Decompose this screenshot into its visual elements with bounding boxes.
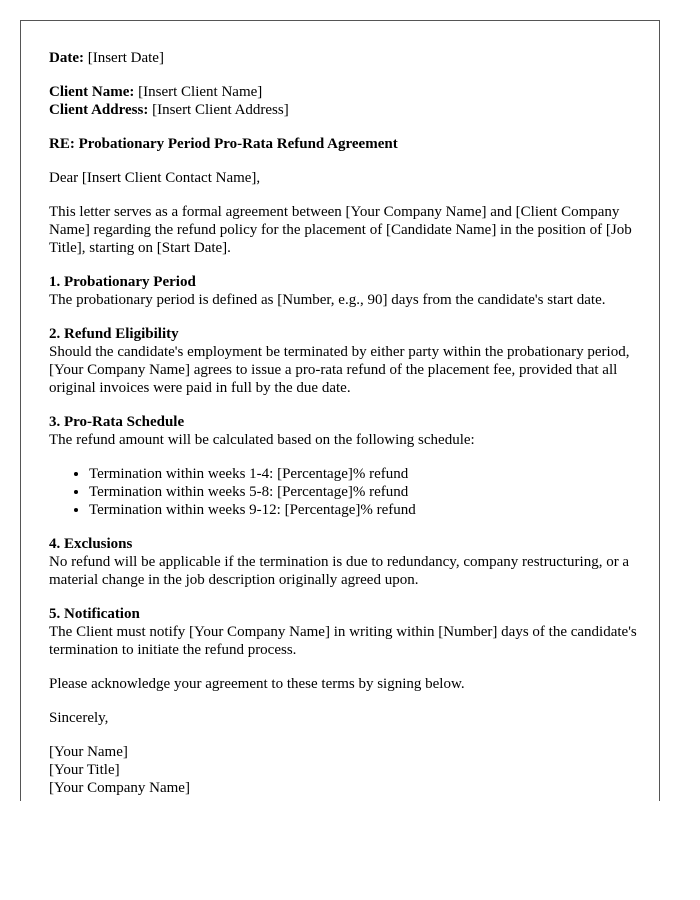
date-value: [Insert Date] [87, 50, 164, 66]
letter-body [49, 49, 639, 797]
refund-schedule-list [49, 465, 639, 519]
section-text: The probationary period is defined as [Number, e.g., 90] days from the candidate's start date. [49, 292, 606, 308]
section-exclusions [49, 535, 639, 589]
date-line [49, 49, 639, 67]
section-heading: 5. Notification [49, 606, 140, 622]
salutation: Dear [Insert Client Contact Name], [49, 170, 261, 186]
signature-company: [Your Company Name] [49, 780, 190, 796]
section-text: The Client must notify [Your Company Name] in writing within [Number] days of the candidate's termination to initiate the refund process. [49, 624, 637, 658]
section-probationary-period [49, 273, 639, 309]
section-text: The refund amount will be calculated based on the following schedule: [49, 432, 475, 448]
list-item: • Termination within weeks 1-4: [Percentage]% refund [89, 465, 639, 483]
client-name-label: Client Name: [49, 84, 135, 100]
section-text: No refund will be applicable if the termination is due to redundancy, company restructuring, or a material change in the job description originally agreed upon. [49, 554, 630, 588]
acknowledge-paragraph: Please acknowledge your agreement to these terms by signing below. [49, 676, 465, 692]
list-item: • Termination within weeks 9-12: [Percentage]% refund [89, 501, 639, 519]
signature-block [49, 743, 639, 797]
section-heading: 1. Probationary Period [49, 274, 196, 290]
client-name-value: [Insert Client Name] [138, 84, 263, 100]
client-address-label: Client Address: [49, 102, 149, 118]
section-pro-rata-schedule [49, 413, 639, 449]
subject-line: RE: Probationary Period Pro-Rata Refund Agreement [49, 136, 398, 152]
letter-page [20, 20, 660, 801]
section-refund-eligibility [49, 325, 639, 397]
list-item: • Termination within weeks 5-8: [Percentage]% refund [89, 483, 639, 501]
section-heading: 2. Refund Eligibility [49, 326, 179, 342]
intro-paragraph: This letter serves as a formal agreement between [Your Company Name] and [Client Company Name] regarding the refund policy for the placement of [Candidate Name] in the position of [Job Title], starting on [Start Date]. [49, 204, 632, 256]
section-text: Should the candidate's employment be terminated by either party within the probationary period, [Your Company Name] agrees to issue a pro-rata refund of the placement fee, provided that all original invoices were paid in full by the due date. [49, 344, 630, 396]
section-heading: 4. Exclusions [49, 536, 133, 552]
signature-title: [Your Title] [49, 762, 120, 778]
client-block [49, 83, 639, 119]
client-address-value: [Insert Client Address] [152, 102, 289, 118]
section-notification [49, 605, 639, 659]
signature-name: [Your Name] [49, 744, 128, 760]
date-label: Date: [49, 50, 84, 66]
closing: Sincerely, [49, 710, 109, 726]
section-heading: 3. Pro-Rata Schedule [49, 414, 185, 430]
